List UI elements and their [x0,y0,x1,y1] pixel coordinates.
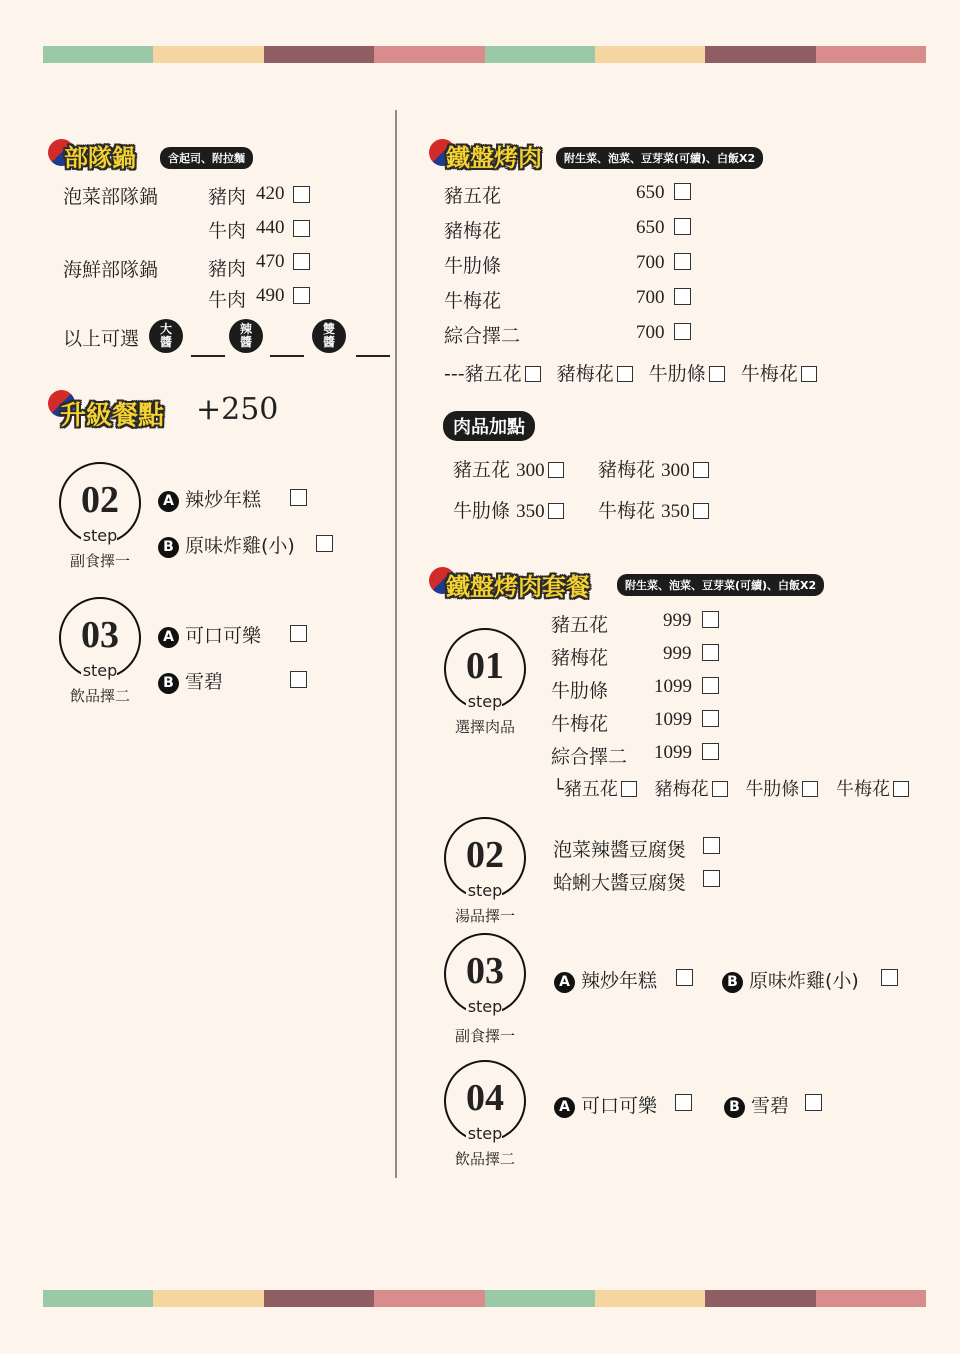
order-checkbox[interactable] [674,323,691,340]
upgrade-step-03 [59,597,141,705]
menu-item-meat: 豬肉 [208,186,247,208]
addon-item: 豬梅花 300 [598,455,709,482]
set-step-03 [444,933,526,1045]
combo-options-row: ---豬五花 豬梅花 牛肋條 牛梅花 [444,359,817,386]
order-checkbox[interactable] [709,366,725,382]
order-checkbox[interactable] [702,644,719,661]
order-checkbox[interactable] [290,625,307,642]
step-number: 03 [81,614,119,656]
menu-item-name: 牛梅花 [444,290,502,312]
step-caption: 飲品擇二 [454,1150,515,1168]
column-divider [395,110,397,1178]
order-checkbox[interactable] [617,366,633,382]
order-checkbox[interactable] [712,781,728,797]
soup-option: 泡菜辣醬豆腐煲 [553,839,687,861]
menu-item-name: 牛肋條 [551,680,609,702]
option-letter-icon: A [158,627,179,648]
order-checkbox[interactable] [702,743,719,760]
step-label: step [467,881,503,900]
order-checkbox[interactable] [802,781,818,797]
option-letter-icon: A [554,1097,575,1118]
step-label: step [467,692,503,711]
order-checkbox[interactable] [316,535,333,552]
menu-item-price: 650 [636,182,665,203]
option-b: B 原味炸雞(小) [158,531,295,558]
menu-item-price: 999 [663,610,692,631]
sauce-blank-line[interactable] [191,355,225,357]
set-title: 鐵盤烤肉套餐 [446,572,590,601]
option-letter-icon: B [722,972,743,993]
bbq-title: 鐵盤烤肉 [446,143,542,172]
menu-item-meat: 豬肉 [208,258,247,280]
menu-item-name: 綜合擇二 [444,325,521,347]
order-checkbox[interactable] [801,366,817,382]
step-caption: 湯品擇一 [454,907,515,925]
order-checkbox[interactable] [702,611,719,628]
step-label: step [467,1124,503,1143]
menu-item-meat: 牛肉 [208,289,247,311]
order-checkbox[interactable] [674,253,691,270]
step-caption: 飲品擇二 [69,687,130,705]
order-checkbox[interactable] [293,287,310,304]
bbq-tag: 附生菜、泡菜、豆芽菜(可續)、白飯X2 [556,147,763,169]
step-caption: 副食擇一 [69,552,130,570]
upgrade-step-02 [59,462,141,570]
menu-item-name: 牛肋條 [444,255,502,277]
menu-item-name: 豬梅花 [551,647,609,669]
menu-item-price: 700 [636,287,665,308]
menu-item-price: 1099 [654,742,692,763]
order-checkbox[interactable] [525,366,541,382]
set-step-01 [444,628,526,736]
order-checkbox[interactable] [293,186,310,203]
step-number: 03 [466,950,504,992]
top-color-stripe [43,46,926,63]
addon-item: 豬五花 300 [453,455,564,482]
menu-item-price: 650 [636,217,665,238]
sauce-blank-line[interactable] [270,355,304,357]
menu-item-price: 999 [663,643,692,664]
order-checkbox[interactable] [548,462,564,478]
menu-item-name: 綜合擇二 [551,746,628,768]
addon-item: 牛肋條 350 [453,496,564,523]
order-checkbox[interactable] [881,969,898,986]
option-letter-icon: B [158,673,179,694]
order-checkbox[interactable] [703,837,720,854]
menu-item-price: 470 [256,251,285,272]
order-checkbox[interactable] [693,462,709,478]
sauce-option-label: 以上可選 [63,328,140,350]
step-label: step [467,997,503,1016]
sauce-badge: 雙 醬 [312,319,346,353]
order-checkbox[interactable] [674,183,691,200]
menu-item-price: 1099 [654,676,692,697]
order-checkbox[interactable] [675,1094,692,1111]
order-checkbox[interactable] [674,218,691,235]
step-caption: 副食擇一 [454,1027,515,1045]
menu-item-name: 海鮮部隊鍋 [63,259,159,281]
addon-item: 牛梅花 350 [598,496,709,523]
order-checkbox[interactable] [548,503,564,519]
step-number: 02 [81,479,119,521]
order-checkbox[interactable] [290,671,307,688]
step-number: 01 [466,645,504,687]
menu-item-meat: 牛肉 [208,220,247,242]
menu-item-price: 700 [636,252,665,273]
option-a: A 辣炒年糕 [554,966,657,993]
menu-item-name: 豬五花 [551,614,609,636]
step-caption: 選擇肉品 [454,718,515,736]
option-letter-icon: B [158,537,179,558]
order-checkbox[interactable] [702,677,719,694]
order-checkbox[interactable] [290,489,307,506]
step-label: step [82,526,118,545]
order-checkbox[interactable] [293,220,310,237]
order-checkbox[interactable] [702,710,719,727]
menu-item-name: 豬五花 [444,185,502,207]
set-tag: 附生菜、泡菜、豆芽菜(可續)、白飯X2 [617,574,824,596]
order-checkbox[interactable] [693,503,709,519]
menu-item-name: 泡菜部隊鍋 [63,186,159,208]
set-combo-options-row: └豬五花 豬梅花 牛肋條 牛梅花 [553,775,909,801]
menu-item-price: 1099 [654,709,692,730]
menu-item-price: 440 [256,217,285,238]
menu-item-name: 豬梅花 [444,220,502,242]
option-a: A 可口可樂 [554,1091,657,1118]
army-stew-tag: 含起司、附拉麵 [160,147,253,169]
bottom-color-stripe [43,1290,926,1307]
addon-title: 肉品加點 [443,411,535,441]
order-checkbox[interactable] [293,253,310,270]
step-label: step [82,661,118,680]
sauce-badge: 大 醬 [149,319,183,353]
upgrade-title: 升級餐點 [60,401,165,431]
soup-option: 蛤蜊大醬豆腐煲 [553,872,687,894]
option-b: B 雪碧 [158,667,223,694]
step-number: 04 [466,1077,504,1119]
order-checkbox[interactable] [676,969,693,986]
option-b: B 雪碧 [724,1091,789,1118]
sauce-blank-line[interactable] [356,355,390,357]
option-letter-icon: B [724,1097,745,1118]
order-checkbox[interactable] [674,288,691,305]
option-a: A 辣炒年糕 [158,485,261,512]
option-letter-icon: A [158,491,179,512]
order-checkbox[interactable] [703,870,720,887]
option-letter-icon: A [554,972,575,993]
menu-item-price: 420 [256,183,285,204]
set-step-02 [444,817,526,925]
set-step-04 [444,1060,526,1168]
order-checkbox[interactable] [621,781,637,797]
menu-item-price: 700 [636,322,665,343]
option-b: B 原味炸雞(小) [722,966,859,993]
army-stew-title: 部隊鍋 [64,143,136,172]
order-checkbox[interactable] [893,781,909,797]
step-number: 02 [466,834,504,876]
menu-item-price: 490 [256,285,285,306]
option-a: A 可口可樂 [158,621,261,648]
order-checkbox[interactable] [805,1094,822,1111]
menu-item-name: 牛梅花 [551,713,609,735]
upgrade-price: +250 [196,392,279,427]
sauce-badge: 辣 醬 [229,319,263,353]
